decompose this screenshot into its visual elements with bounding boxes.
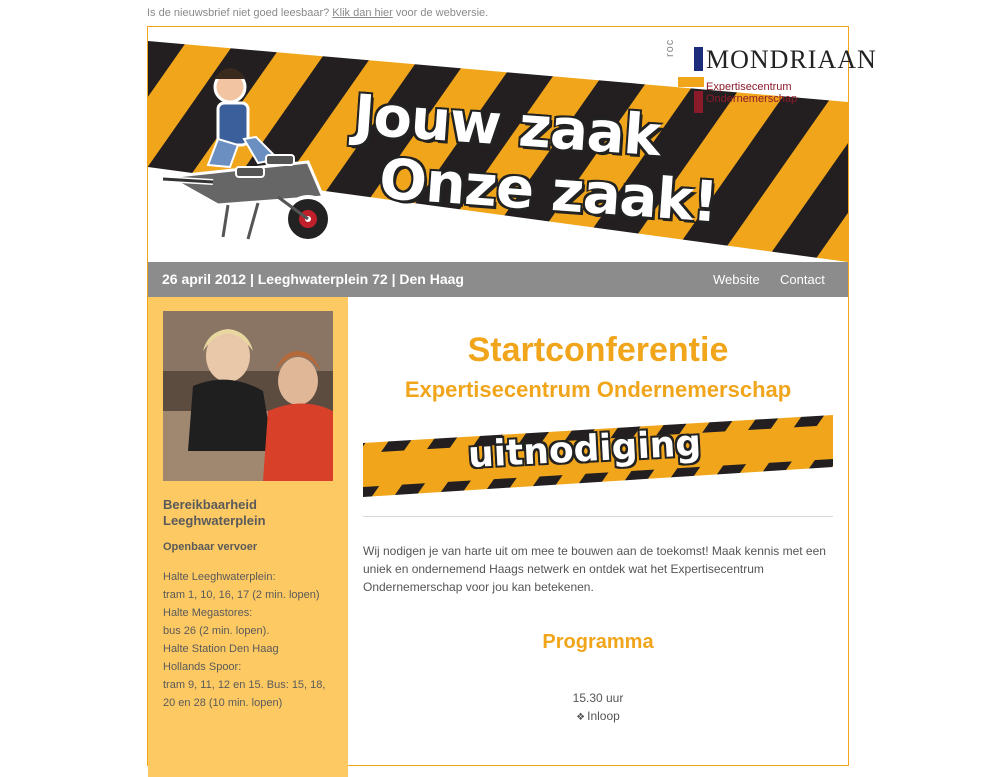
main-content [348,297,848,777]
sidebar-photo [163,311,333,481]
headline-line-1: Jouw zaak [351,83,663,170]
webversion-prefix: Is de nieuwsbrief niet goed leesbaar? [147,7,333,19]
invitation-banner [363,415,833,497]
directions-line: 20 en 28 (10 min. lopen) [163,697,283,709]
directions-line: tram 9, 11, 12 en 15. Bus: 15, 18, [163,679,326,691]
sidebar [148,297,348,777]
logo-roc: roc [664,38,676,57]
newsletter-frame [147,26,877,766]
directions-line: tram 1, 10, 16, 17 (2 min. lopen) [163,589,320,601]
logo-subtitle-line-1: Expertisecentrum [706,81,792,93]
header-banner [148,27,877,262]
nav-website-link[interactable]: Website [713,272,760,287]
directions-line: bus 26 (2 min. lopen). [163,625,270,637]
logo-name: MONDRIAAN [706,45,877,74]
headline-line-2: Onze zaak! [377,146,720,236]
logo-subtitle [706,81,797,105]
programma-heading: Programma [542,631,654,653]
logo-subtitle-line-2: Ondernemerschap [706,93,798,105]
webversion-suffix: voor de webversie. [392,7,489,19]
logo-red-block [694,91,703,113]
directions-line: Halte Leeghwaterplein: [163,571,276,583]
directions-line: Hollands Spoor: [163,661,242,673]
directions-line: Halte Megastores: [163,607,253,619]
intro-text: Wij nodigen je van harte uit om mee te bouwen aan de toekomst! Maak kennis met een uniek en ondernemend Haags netwerk en ontdek wat het Expertisecentrum Ondernemerschap voor jou kan betekenen. [363,544,826,594]
invitation-text: uitnodiging [467,422,703,477]
sidebar-subtitle: Openbaar vervoer [163,541,258,553]
mondriaan-logo [664,38,877,111]
webversion-notice [147,7,488,19]
content-divider [363,516,833,517]
webversion-link[interactable]: Klik dan hier [332,7,393,19]
logo-orange-block [678,77,704,87]
logo-blue-block [694,47,703,71]
directions-line: Halte Station Den Haag [163,643,279,655]
event-date-location: 26 april 2012 | Leeghwaterplein 72 | Den Haag [162,271,464,287]
program-item [348,709,848,723]
diamond-bullet-icon: ❖ [576,712,586,723]
program-time: 15.30 uur [572,691,624,705]
nav-contact-link[interactable]: Contact [780,272,825,287]
nav-bar [148,262,848,297]
sidebar-directions [163,568,325,712]
page-title: Startconferentie [467,331,729,369]
sidebar-title: Bereikbaarheid Leeghwaterplein [163,497,266,528]
page-subtitle: Expertisecentrum Ondernemerschap [404,377,792,402]
program-item-label: Inloop [587,709,620,723]
